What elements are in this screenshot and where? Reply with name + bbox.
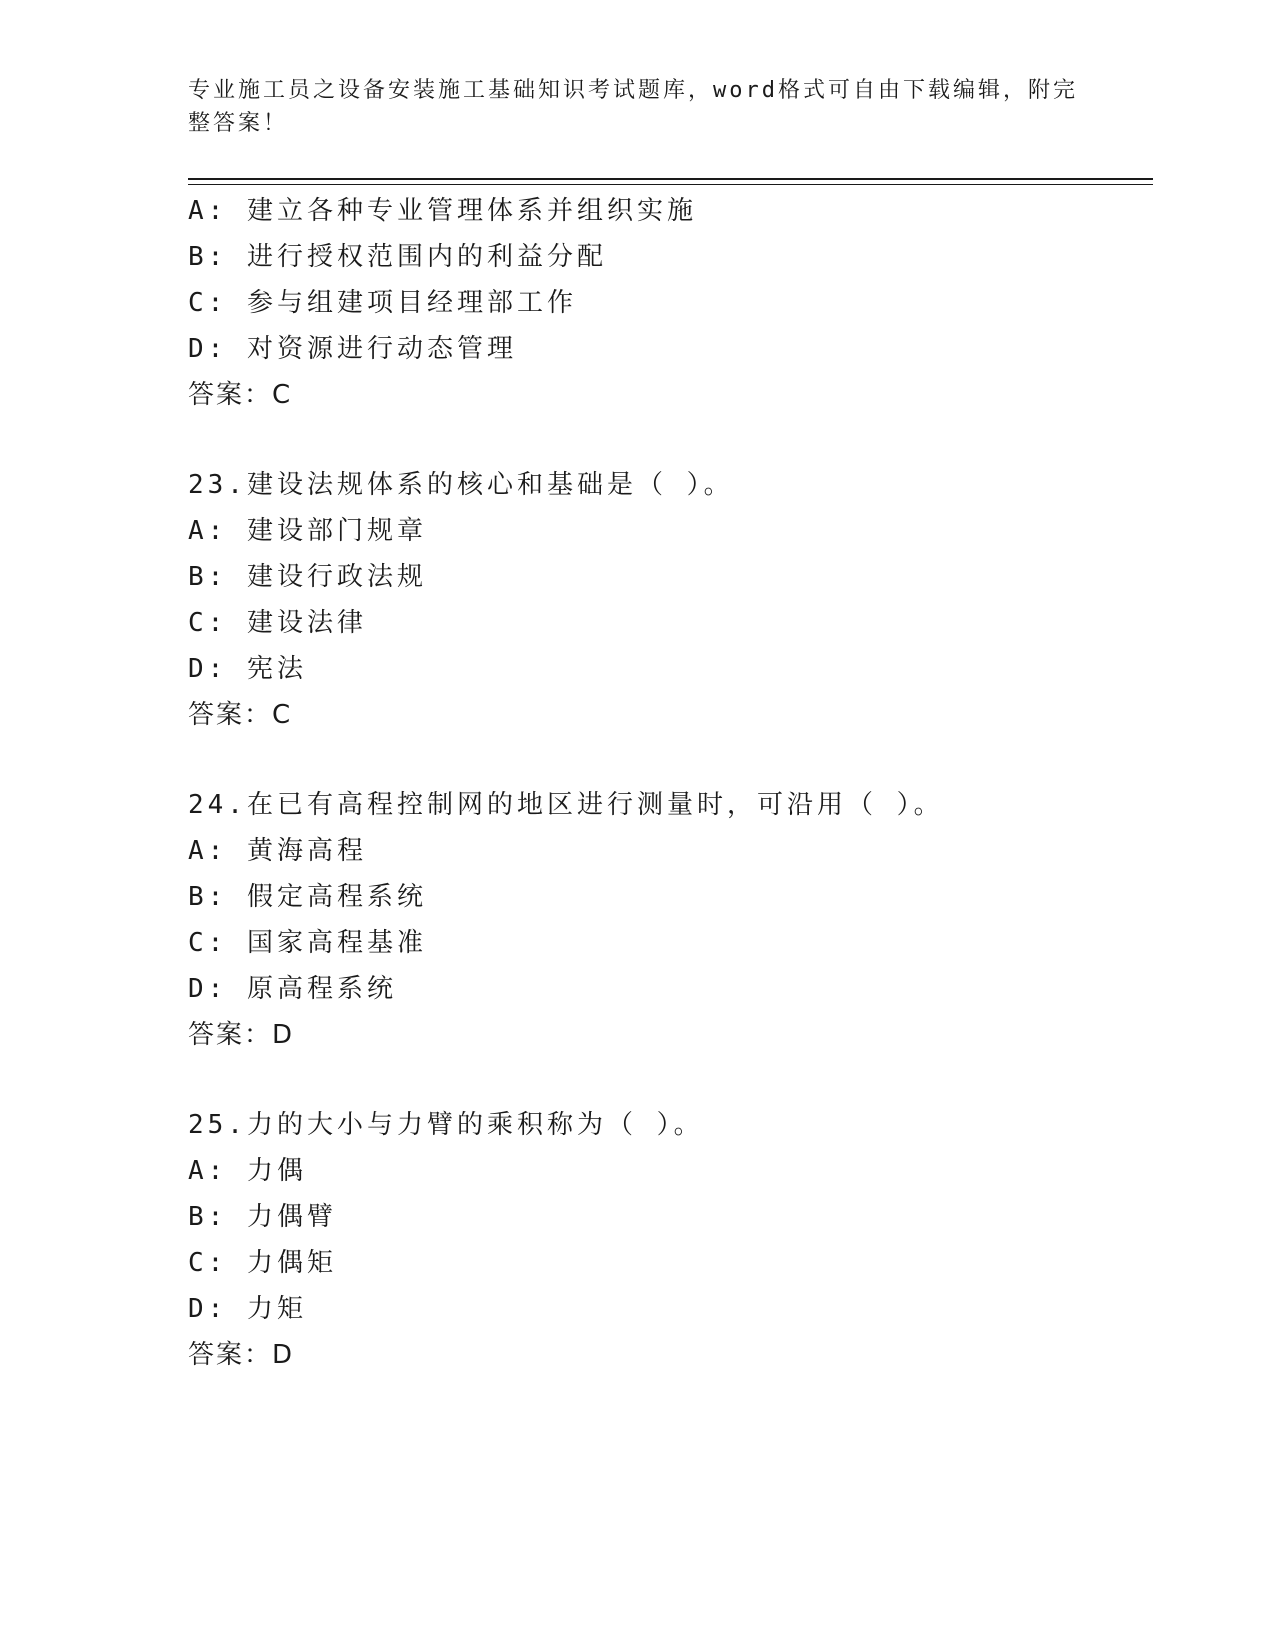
question-block	[188, 782, 1148, 1058]
block-spacer	[188, 418, 1148, 462]
option-b: B: 假定高程系统	[188, 882, 427, 912]
header-line-2: 整答案！	[188, 111, 289, 136]
option-b: B: 力偶臂	[188, 1202, 337, 1232]
question-block	[188, 462, 1148, 738]
block-spacer	[188, 1058, 1148, 1102]
option-a: A: 力偶	[188, 1156, 307, 1186]
header-line-1: 专业施工员之设备安装施工基础知识考试题库，word格式可自由下载编辑，附完	[188, 78, 1078, 103]
option-a: A: 建设部门规章	[188, 516, 427, 546]
answer-line: 答案：C	[188, 380, 293, 410]
question-stem: 24.在已有高程控制网的地区进行测量时，可沿用（ ）。	[188, 790, 944, 820]
option-d: D: 力矩	[188, 1294, 307, 1324]
option-c: C: 国家高程基准	[188, 928, 427, 958]
question-block	[188, 1102, 1148, 1378]
document-header	[188, 74, 1088, 140]
option-b: B: 进行授权范围内的利益分配	[188, 242, 607, 272]
block-spacer	[188, 738, 1148, 782]
answer-line: 答案：D	[188, 1340, 295, 1370]
option-b: B: 建设行政法规	[188, 562, 427, 592]
option-c: C: 参与组建项目经理部工作	[188, 288, 577, 318]
option-a: A: 黄海高程	[188, 836, 367, 866]
option-a: A: 建立各种专业管理体系并组织实施	[188, 196, 697, 226]
header-divider-thick	[188, 178, 1153, 180]
answer-line: 答案：D	[188, 1020, 295, 1050]
option-d: D: 对资源进行动态管理	[188, 334, 517, 364]
option-d: D: 宪法	[188, 654, 307, 684]
question-list	[188, 188, 1148, 1378]
question-block	[188, 188, 1148, 418]
option-c: C: 建设法律	[188, 608, 367, 638]
question-stem: 25.力的大小与力臂的乘积称为（ ）。	[188, 1110, 704, 1140]
answer-line: 答案：C	[188, 700, 293, 730]
header-divider-thin	[188, 184, 1153, 185]
option-c: C: 力偶矩	[188, 1248, 337, 1278]
option-d: D: 原高程系统	[188, 974, 397, 1004]
question-stem: 23.建设法规体系的核心和基础是（ ）。	[188, 470, 734, 500]
